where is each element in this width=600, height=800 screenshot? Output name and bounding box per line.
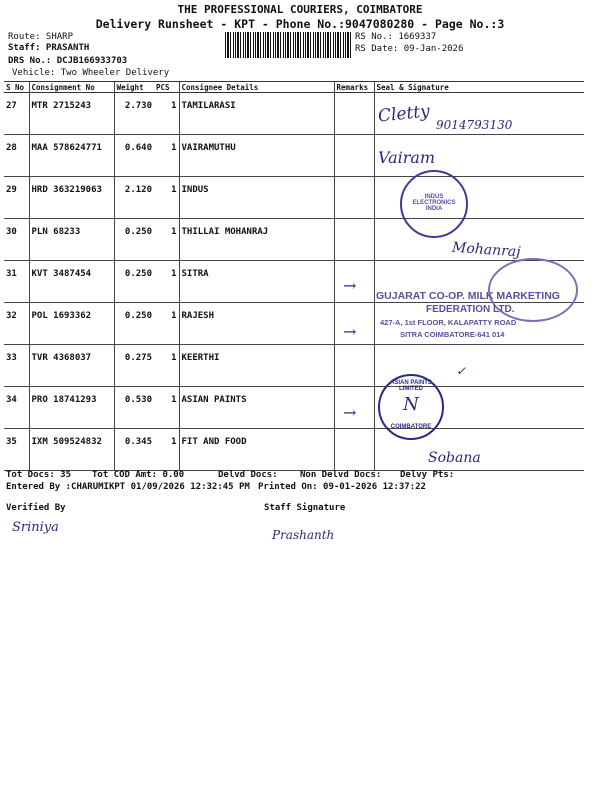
col-remarks: Remarks — [334, 82, 374, 93]
company-title: THE PROFESSIONAL COURIERS, COIMBATORE — [177, 3, 423, 16]
row-weight: 0.345 — [114, 429, 154, 471]
row-remarks — [334, 135, 374, 177]
row-consignment: MTR 2715243 — [29, 93, 114, 135]
row-weight: 0.275 — [114, 345, 154, 387]
col-seal-signature: Seal & Signature — [374, 82, 584, 93]
printed-on: Printed On: 09-01-2026 12:37:22 — [258, 482, 426, 492]
col-weight: Weight — [114, 82, 154, 93]
milk-stamp-line3: 427-A, 1st FLOOR, KALAPATTY ROAD — [380, 318, 517, 327]
table-row — [4, 135, 584, 177]
verified-by-label: Verified By — [6, 503, 66, 513]
row-consignee: FIT AND FOOD — [179, 429, 334, 471]
row-sno: 27 — [4, 93, 29, 135]
row-consignment: MAA 578624771 — [29, 135, 114, 177]
row-sno: 30 — [4, 219, 29, 261]
row-consignee: KEERTHI — [179, 345, 334, 387]
row-weight: 0.250 — [114, 303, 154, 345]
row-consignment: KVT 3487454 — [29, 261, 114, 303]
row-sno: 29 — [4, 177, 29, 219]
drs-number: DRS No.: DCJB166933703 — [8, 56, 128, 66]
row-sno: 35 — [4, 429, 29, 471]
row-consignee: THILLAI MOHANRAJ — [179, 219, 334, 261]
signature-row28: Vairam — [378, 148, 436, 167]
milk-stamp-line1: GUJARAT CO-OP. MILK MARKETING — [376, 290, 560, 302]
row-remarks — [334, 429, 374, 471]
row-consignment: IXM 509524832 — [29, 429, 114, 471]
row-weight: 0.250 — [114, 261, 154, 303]
row-consignee: RAJESH — [179, 303, 334, 345]
row-weight: 0.250 — [114, 219, 154, 261]
table-header-row — [4, 82, 584, 93]
col-consignee: Consignee Details — [179, 82, 334, 93]
row-consignment: HRD 363219063 — [29, 177, 114, 219]
milk-stamp-line2: FEDERATION LTD. — [426, 304, 515, 315]
row-remarks — [334, 93, 374, 135]
row-pcs: 1 — [154, 261, 179, 303]
table-row — [4, 345, 584, 387]
indus-seal-stamp: INDUS ELECTRONICS INDIA — [400, 170, 468, 238]
row-consignee: ASIAN PAINTS — [179, 387, 334, 429]
row-pcs: 1 — [154, 303, 179, 345]
remark-mark-row31: → — [343, 276, 357, 295]
row-remarks — [334, 345, 374, 387]
row-pcs: 1 — [154, 135, 179, 177]
verified-by-signature: Sriniya — [12, 520, 59, 535]
milk-stamp-line4: SITRA COIMBATORE-641 014 — [400, 330, 505, 339]
row-consignment: POL 1693362 — [29, 303, 114, 345]
row-sno: 34 — [4, 387, 29, 429]
table-row — [4, 177, 584, 219]
route-label: Route: SHARP — [8, 32, 74, 42]
row-weight: 2.120 — [114, 177, 154, 219]
delivery-points: Delvy Pts: — [400, 470, 455, 480]
col-sno: S No — [4, 82, 29, 93]
staff-label: Staff: PRASANTH — [8, 43, 90, 53]
row-sno: 31 — [4, 261, 29, 303]
asian-paints-seal-stamp: ASIAN PAINTS LIMITED N COIMBATORE — [378, 374, 444, 440]
remark-mark-row34: → — [343, 403, 357, 422]
row-consignee: INDUS — [179, 177, 334, 219]
row-sno: 32 — [4, 303, 29, 345]
rs-number: RS No.: 1669337 — [355, 32, 437, 42]
row-weight: 0.530 — [114, 387, 154, 429]
runsheet-title: Delivery Runsheet - KPT - Phone No.:9047080280 - Page No.:3 — [95, 17, 505, 31]
row-remarks — [334, 177, 374, 219]
row-sno: 33 — [4, 345, 29, 387]
remark-mark-row32: → — [343, 322, 357, 341]
row-weight: 0.640 — [114, 135, 154, 177]
row-weight: 2.730 — [114, 93, 154, 135]
row-pcs: 1 — [154, 177, 179, 219]
table-row — [4, 387, 584, 429]
row-consignee: SITRA — [179, 261, 334, 303]
delivered-docs: Delvd Docs: — [218, 470, 278, 480]
row-consignee: VAIRAMUTHU — [179, 135, 334, 177]
row-sno: 28 — [4, 135, 29, 177]
signature-row30: Mohanraj — [451, 239, 522, 261]
row-pcs: 1 — [154, 345, 179, 387]
row-consignee: TAMILARASI — [179, 93, 334, 135]
vehicle-label: Vehicle: Two Wheeler Delivery — [12, 68, 170, 78]
row-pcs: 1 — [154, 387, 179, 429]
tick-mark-row33: ✓ — [456, 364, 467, 378]
staff-signature: Prashanth — [272, 528, 335, 542]
row-pcs: 1 — [154, 93, 179, 135]
table-row — [4, 429, 584, 471]
barcode — [225, 32, 352, 58]
entered-by: Entered By :CHARUMIKPT 01/09/2026 12:32:45 PM — [6, 482, 250, 492]
row-pcs: 1 — [154, 429, 179, 471]
row-pcs: 1 — [154, 219, 179, 261]
handwritten-phone-row27: 9014793130 — [436, 118, 513, 132]
row-remarks — [334, 219, 374, 261]
total-docs: Tot Docs: 35 — [6, 470, 72, 480]
row-consignment: PRO 18741293 — [29, 387, 114, 429]
staff-signature-label: Staff Signature — [264, 503, 346, 513]
non-delivered-docs: Non Delvd Docs: — [300, 470, 382, 480]
rs-date: RS Date: 09-Jan-2026 — [355, 44, 464, 54]
row-consignment: TVR 4368037 — [29, 345, 114, 387]
col-consignment: Consignment No — [29, 82, 114, 93]
total-cod-amount: Tot COD Amt: 0.00 — [92, 470, 185, 480]
signature-row35: Sobana — [428, 450, 481, 466]
row-consignment: PLN 68233 — [29, 219, 114, 261]
col-pcs: PCS — [154, 82, 179, 93]
signature-row27: Cletty — [377, 101, 431, 127]
